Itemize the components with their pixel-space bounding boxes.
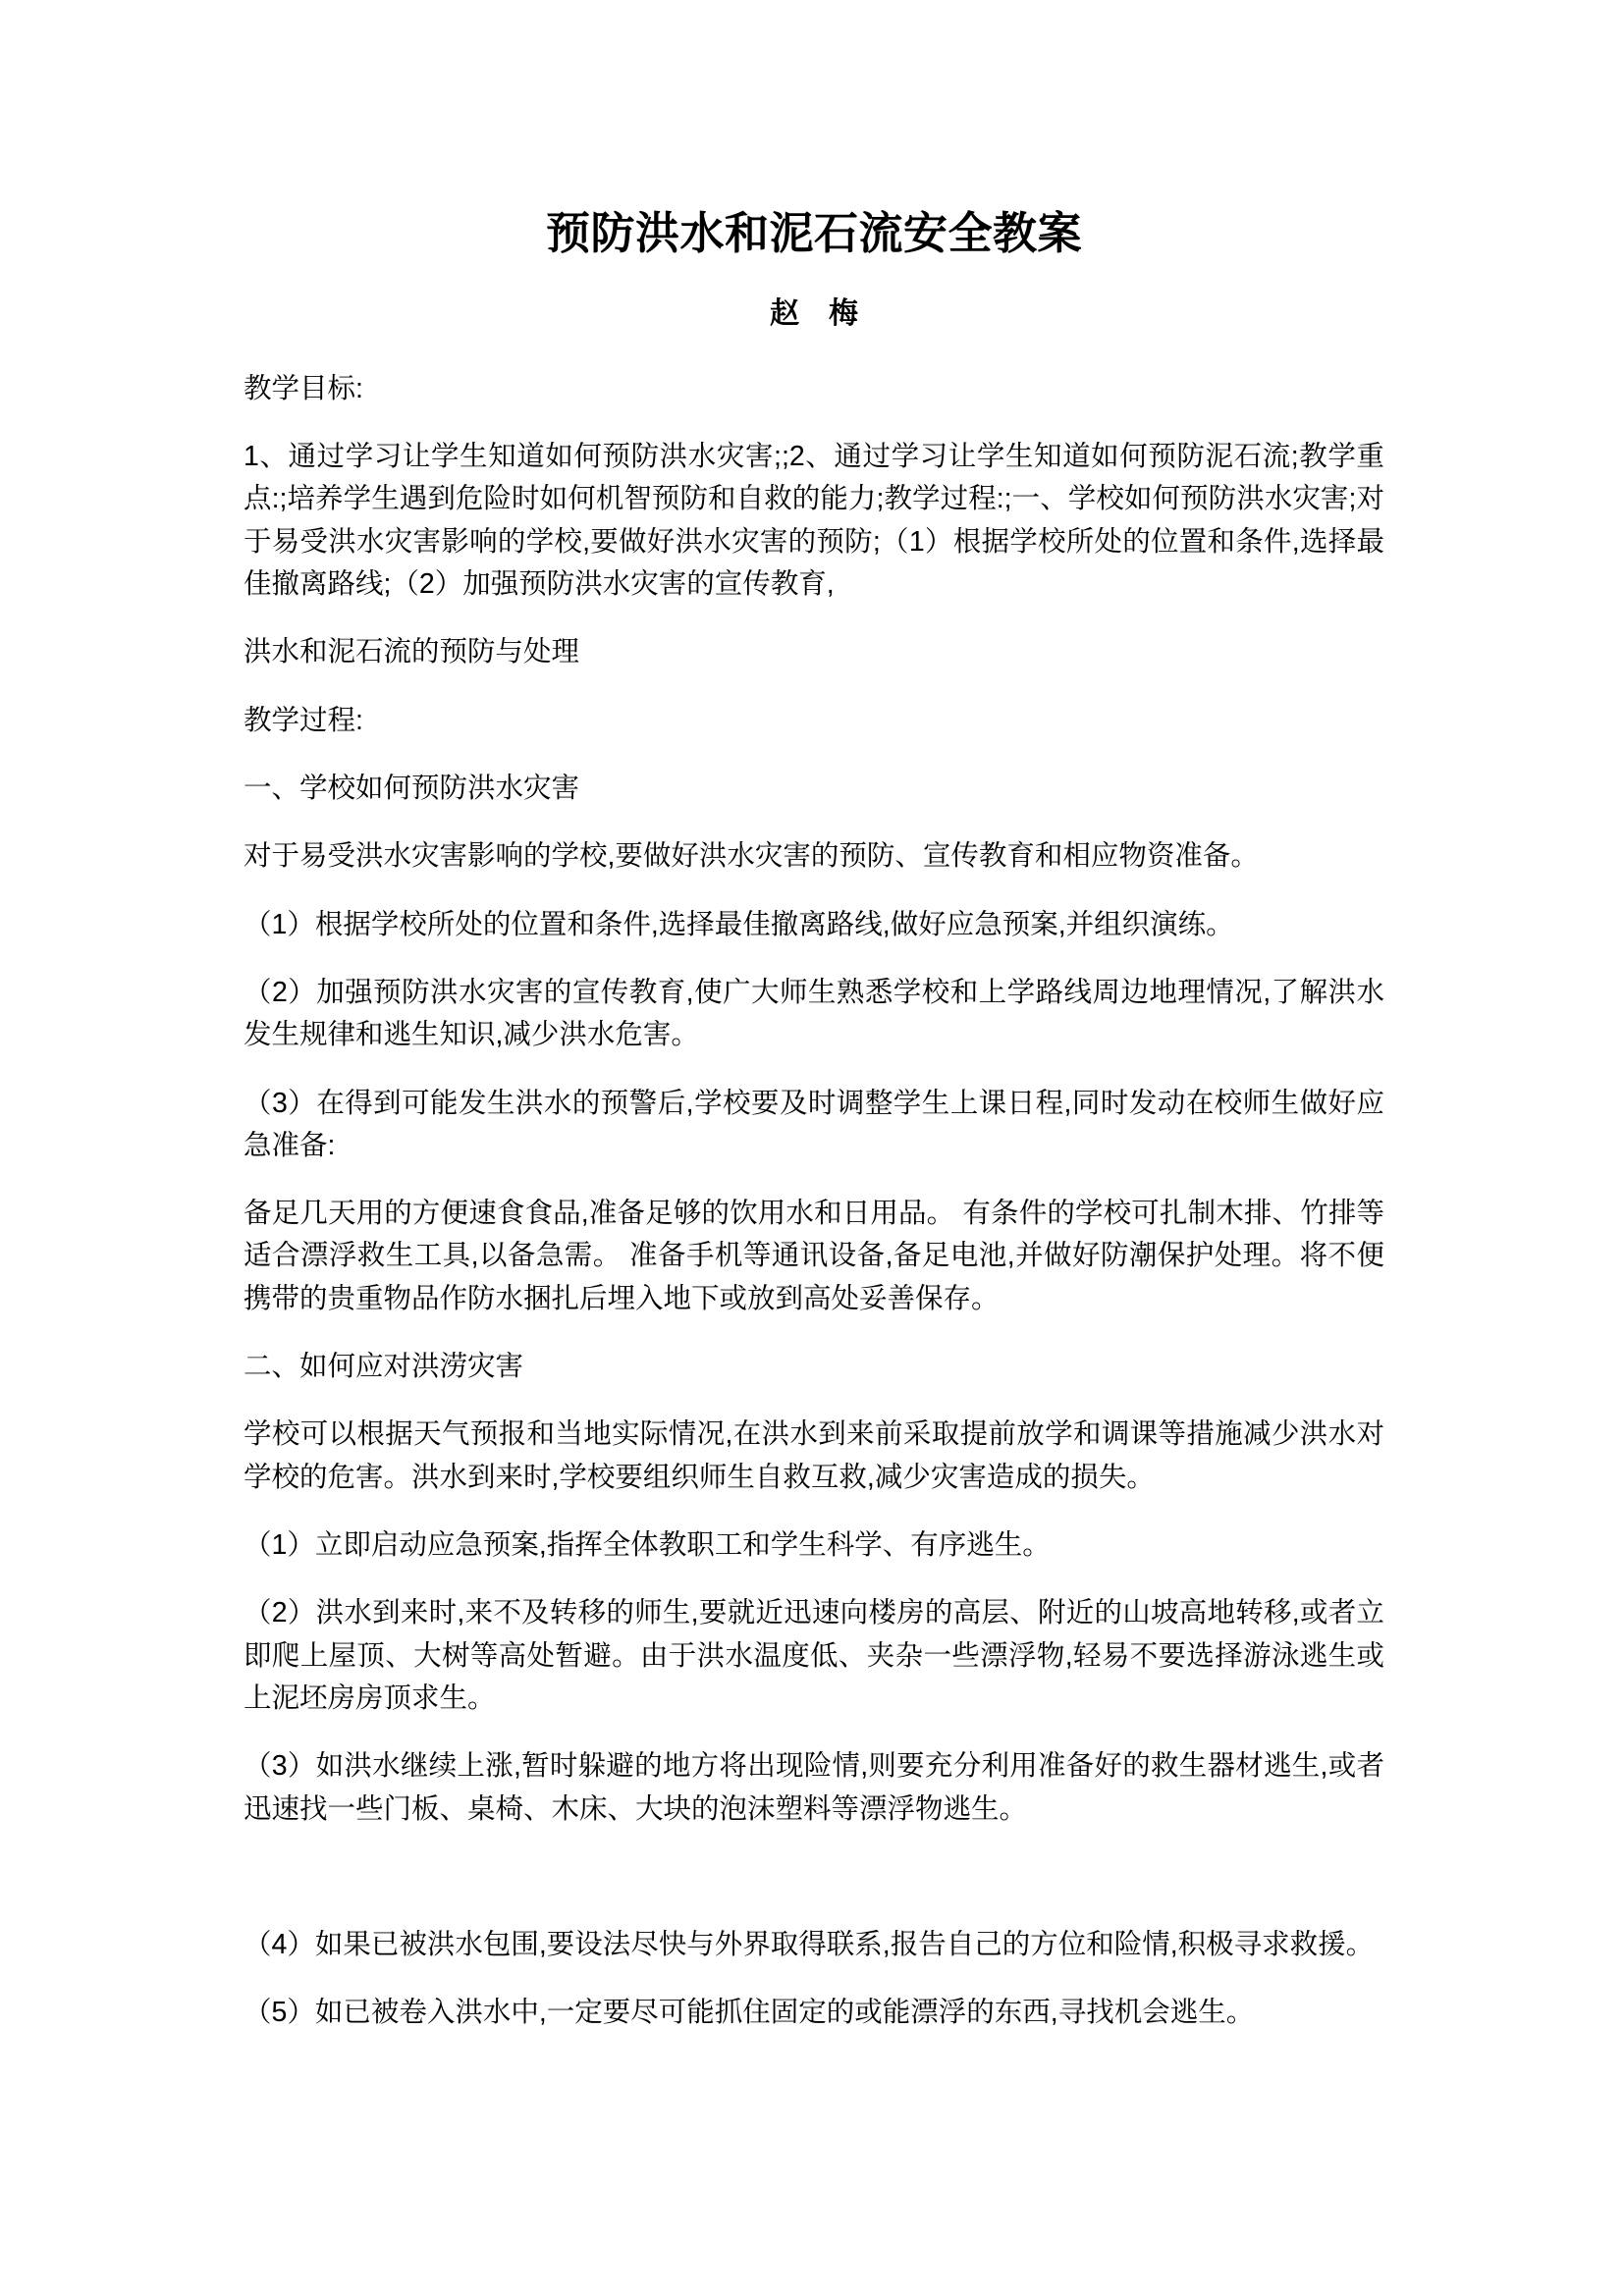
process-heading: 教学过程:: [244, 704, 363, 736]
document-content: [244, 0, 1384, 2035]
section-two-item-2: （2）洪水到来时,来不及转移的师生,要就近迅速向楼房的高层、附近的山坡高地转移,或者立即爬上屋顶、大树等高处暂避。由于洪水温度低、夹杂一些漂浮物,轻易不要选择游泳逃生或上泥坯房房顶求生。: [244, 1597, 1384, 1714]
objectives-heading: 教学目标:: [244, 372, 363, 404]
section-one-item-1: （1）根据学校所处的位置和条件,选择最佳撤离路线,做好应急预案,并组织演练。: [244, 908, 1234, 940]
section-two-item-3: （3）如洪水继续上涨,暂时躲避的地方将出现险情,则要充分利用准备好的救生器材逃生,或者迅速找一些门板、桌椅、木床、大块的泡沫塑料等漂浮物逃生。: [244, 1750, 1384, 1825]
section-two-item-1: （1）立即启动应急预案,指挥全体教职工和学生科学、有序逃生。: [244, 1529, 1051, 1561]
document-author: 赵 梅: [770, 296, 858, 330]
subject-line: 洪水和泥石流的预防与处理: [244, 636, 580, 668]
section-two-item-4: （4）如果已被洪水包围,要设法尽快与外界取得联系,报告自己的方位和险情,积极寻求救援。: [244, 1928, 1375, 1960]
section-two-item-5: （5）如已被卷入洪水中,一定要尽可能抓住固定的或能漂浮的东西,寻找机会逃生。: [244, 1997, 1255, 2029]
spacer-blank: [244, 1856, 1384, 1898]
section-two-heading: 二、如何应对洪涝灾害: [244, 1351, 524, 1383]
page-title: 预防洪水和泥石流安全教案: [545, 208, 1082, 258]
document-body: [244, 335, 1384, 2035]
section-one-intro: 对于易受洪水灾害影响的学校,要做好洪水灾害的预防、宣传教育和相应物资准备。: [244, 840, 1259, 873]
section-one-item-3: （3）在得到可能发生洪水的预警后,学校要及时调整学生上课日程,同时发动在校师生做好应急准备:: [244, 1087, 1384, 1161]
objectives-body: 1、通过学习让学生知道如何预防洪水灾害;;2、通过学习让学生知道如何预防泥石流;教学重点:;培养学生遇到危险时如何机智预防和自救的能力;教学过程:;一、学校如何预防洪水灾害;对于易受洪水灾害影响的学校,要做好洪水灾害的预防;（1）根据学校所处的位置和条件,选择最佳撤离路线;（2）加强预防洪水灾害的宣传教育,: [244, 441, 1384, 600]
section-one-heading: 一、学校如何预防洪水灾害: [244, 772, 580, 804]
section-one-supplies: 备足几天用的方便速食食品,准备足够的饮用水和日用品。 有条件的学校可扎制木排、竹排等适合漂浮救生工具,以备急需。 准备手机等通讯设备,备足电池,并做好防潮保护处理。将不便携带的贵重物品作防水捆扎后埋入地下或放到高处妥善保存。: [244, 1198, 1384, 1314]
section-two-intro: 学校可以根据天气预报和当地实际情况,在洪水到来前采取提前放学和调课等措施减少洪水对学校的危害。洪水到来时,学校要组织师生自救互救,减少灾害造成的损失。: [244, 1418, 1384, 1493]
section-one-item-2: （2）加强预防洪水灾害的宣传教育,使广大师生熟悉学校和上学路线周边地理情况,了解洪水发生规律和逃生知识,减少洪水危害。: [244, 976, 1384, 1051]
